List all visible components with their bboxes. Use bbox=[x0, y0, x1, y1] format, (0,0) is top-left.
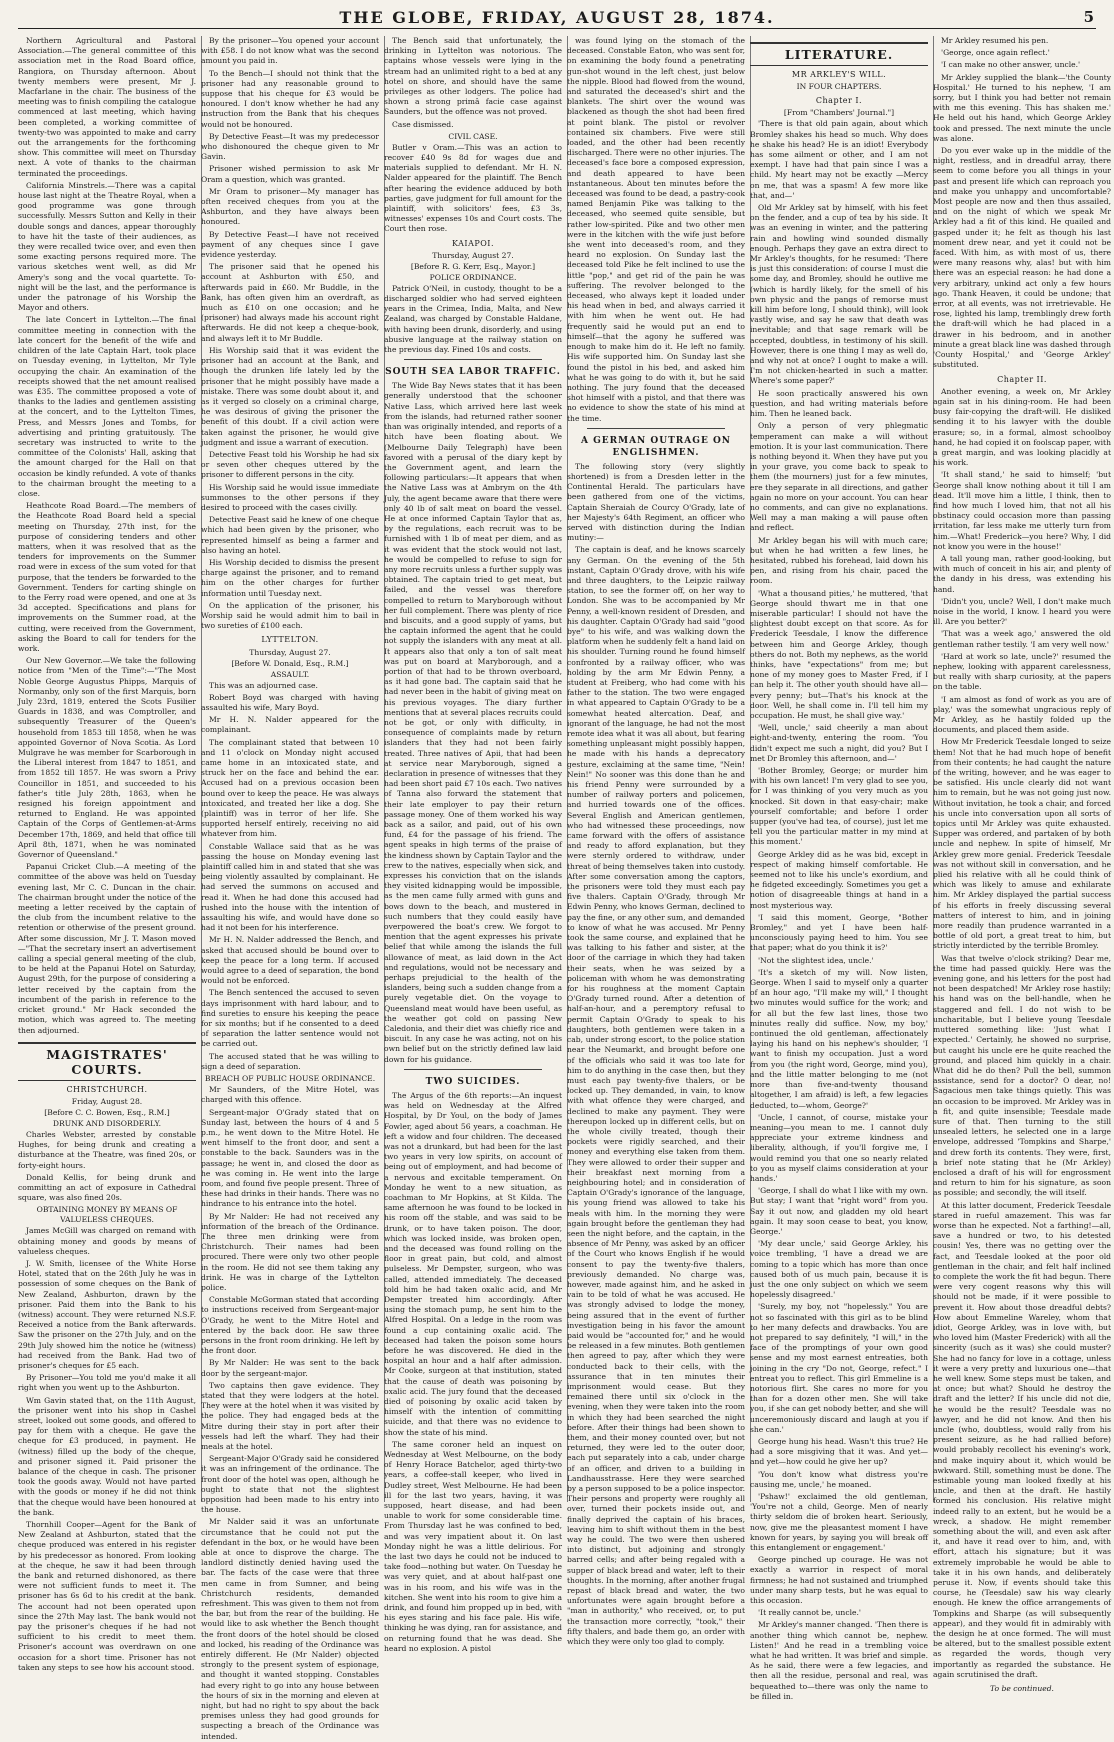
section-heading-german-outrage: A GERMAN OUTRAGE ON ENGLISHMEN. bbox=[580, 435, 732, 458]
article-paragraph: The captain is deaf, and he knows scarcely any German. On the evening of the 5th instant, Captain O'Grady drove, with his wife and three daughters, to the Leipzic railway station, to see the former off, on her way to London. She was to be accompanied by Mr Penny, a well-known resident of Dresden, and his daughter. Captain O'Grady had said "good bye" to his wife, and was walking down the platform when he suddenly felt a hand laid on his shoulder. Turning round he found himself confronted by a railway officer, who was holding by the arm Mr Edwin Penny, a student at Freiberg, who had come with his father to the station. The two were engaged in what appeared to Captain O'Grady to be a somewhat heated altercation. Deaf, and ignorant of the language, he had not the most remote idea what it was all about, but fearing something unpleasant might possibly happen, he made with his hands a deprecatory gesture, exclaiming at the same time, "Nein! Nein!" No sooner was this done than he and his friend Penny were surrounded by a number of railway porters and policemen, and hurried towards one of the offices. Several English and American gentlemen, who had witnessed these proceedings, now came forward with the offers of assistance and ready to afford explanation, but they were sternly ordered to withdraw, under threat of being themselves taken into custody. After some conversation among the captors, the prisoners were told they must each pay five thalers. Captain O'Grady, through Mr Edwin Penny, who knows German, declined to pay the fine, or any other sum, and demanded to know of what he was accused. Mr Penny took the same course, and explained that he was talking to his father and sister, at the door of the carriage in which they had taken their seats, when he was seized by a policeman with whom he was demonstrating for his roughness at the moment Captain O'Grady turned round. After a detention of half-an-hour, and a peremptory refusal to permit Captain O'Grady to speak to his daughters, both gentlemen were taken in a cab, under strong escort, to the police station near the Neumarkt, and brought before one of the officials who said it was too late for him to do anything in the case then, but they must each pay twenty-five thalers, or be locked up. They demanded, in vain, to know with what offence they were charged, and declined to make any payment. They were thereupon locked up in different cells, but on the whole civilly treated, though their pockets were rigidly searched, and their money and everything else taken from them. They were allowed to order their supper and their breakfast next morning from a neighbouring hotel; and in consideration of Captain O'Grady's ignorance of the language, his young friend was allowed to take his meals with him. In the morning they were again brought before the gentleman they had seen the night before, and the captain, in the absence of Mr Penny, was asked by an officer of the Court who knows English if he would consent to pay the twenty-five thalers, previously demanded. No charge was, however, made against him, and he asked in vain to be told of what he was accused. He was strongly advised to lodge the money, being assured that in the event of further investigation being in his favor the amount paid would be "accounted for," and he would be released in a few minutes. Both gentlemen then agreed to pay, after which they were conducted back to their cells, with the assurance that in ten minutes their imprisonment would cease. But they remained there until six o'clock in the evening, when they were taken into the room in which they had been searched the night before. After their things had been shown to them, and their money counted over, but not returned, they were led to the outer door, each put separately into a cab, under charge of an officer, and driven to a building in Landhausstrasse. Here they were searched by a person supposed to be a police inspector. Their persons and property were roughly all over, turned their pockets inside out, and finally deprived the captain of his braces, leaving him to shift without them in the best way he could. The two were then ushered into distinct, but adjoining and strongly barred cells; and after being regaled with a supper of black bread and water, left to their thoughts. In the morning, after another frugal repast of black bread and water, the two unfortunates were again brought before a "man in authority," who received, or, to put the transaction more correctly, "took," their fifty thalers, and bade them go, an order with which they were only too glad to comply. bbox=[567, 545, 745, 1647]
story-paragraph: 'What a thousand pities,' he muttered, 'that George should thwart me in that one miserable particular! I should not have the slightest doubt except on that score. As for Frederick Teesdale, I know the difference between him and George Arkley, though others do not. Both my nephews, as the world thinks, have "expectations" from me; but none of my money goes to Master Fred, if I can help it. The other youth should have all—every penny; but—That's his knock at the door. Well, he shall come in. I'll tell him my occupation. He must, he shall give way.' bbox=[750, 588, 928, 720]
article-paragraph: By Detective Feast—It was my predecessor who dishonoured the cheque given to Mr Gavin. bbox=[201, 131, 379, 162]
story-paragraph: At this latter document, Frederick Teesdale stared in rueful amazement. This was far worse than he expected. Not a farthing!—all, save a hundred or two, to his detested cousin! Yes, there was no getting over the fact, and Teesdale looked at the poor old gentleman in the chair, and felt half inclined to complete the work the fit had begun. There were very cogent reasons why this will should not be made, if it were possible to prevent it. How about those dreadful debts? How about Emmeline Wareley, whom that idiot, George Arkley, was in love with, but who loved him (Master Frederick) with all the sincerity (such as it was) she could muster? She had no fancy for love in a cottage, unless it were a very pretty and luxurious one—that he well knew. Some steps must be taken, and at once; but what? Should he destroy the draft and the letter? If his uncle did not die, he would be the result? Teesdale was no lawyer, and he did not know. And then his uncle (who, doubtless, would rally from his present seizure, as he had rallied before) would probably recollect his evening's work, and make inquiry about it, which would be awkward. Still, something must be done. The estimable young man looked fixedly at his uncle, and then at the draft. He hastily formed his conclusion. His relative might indeed rally to an extent, but he would be a wreck, a shadow. He might remember something about the will, and even ask after it, and have it read over to him, and, with effort, attach his signature; but it was extremely improbable he would be able to take it in his own hands, and deliberately peruse it. Now, if events should take this course, he (Teesdale) saw his way clearly enough. He knew the office arrangements of Tompkins and Sharpe (as will subsequently appear), and they would fit in admirably with the design he at once formed. The will must be altered, but to the smallest possible extent as regarded the words, though very importantly as regarded the substance. He again scrutinised the draft. bbox=[933, 1200, 1111, 1679]
story-paragraph: 'Bother Bromley, George; or murder him with his own lancet! I'm very glad to see you, for I was thinking of you very much as you knocked. Sit down in that easy-chair; make yourself comfortable; and before I order supper (you've had tea, of course), just let me tell you the particular matter in my mind at this moment.' bbox=[750, 766, 928, 847]
article-paragraph: Mr Saunders, of the Mitre Hotel, was charged with this offence. bbox=[201, 1085, 379, 1105]
story-paragraph: How Mr Frederick Teesdale longed to seize them! Not that he had much hope of benefit from their contents; he had caught the nature of the writing, however, and he was eager to be satisfied. His uncle clearly did not want him to remain, but he was not going just now. Without invitation, he took a chair, and forced his uncle into conversation upon all sorts of topics until Mr Arkley was quite exhausted. Supper was ordered, and partaken of by both uncle and nephew. In spite of himself, Mr Arkley grew more genial. Frederick Teesdale was not without skill in conversation, and he plied his relative with all he could think of which was likely to amuse and exhilarate him. Mr Arkley displayed the partial success of his efforts in freely discussing several matters of interest to him, and in joining more readily than prudence warranted in a bottle of old port, a great treat to him, but strictly interdicted by the terrible Bromley. bbox=[933, 737, 1111, 951]
story-paragraph: A tall young man, rather good-looking, but with much of conceit in his air, and plenty of the dandy in his dress, was extending his hand. bbox=[933, 553, 1111, 594]
article-paragraph: Patrick O'Neil, in custody, thought to be a discharged soldier who had served eighteen years in the Crimea, India, Malta, and New Zealand, was charged by Constable Haldane, with having been drunk, disorderly, and using abusive language at the railway station on the previous day. Fined 10s and costs. bbox=[384, 283, 562, 355]
story-paragraph: George Arkley did as he was bid, except in respect of making himself comfortable. He seemed not to like his uncle's exordium, and he fidgeted exceedingly. Sometimes you get a notion of disagreeable things at hand in a most mysterious way. bbox=[750, 849, 928, 910]
story-paragraph: Mr Arkley resumed his pen. bbox=[941, 36, 1049, 45]
story-paragraph: 'It shall stand,' he said to himself; 'but George shall know nothing about it till I am dead. It'll move him a little, I think, then to find how much I loved him, that not all his obstinacy could occasion more than passing irritation, far less make me utterly turn from him.—What! Frederick—you here? Why, I did not know you were in the house!' bbox=[933, 470, 1111, 551]
to-be-continued: To be continued. bbox=[990, 1684, 1054, 1694]
case-subheading: POLICE ORDINANCE. bbox=[429, 272, 517, 282]
article-paragraph: The Argus of the 6th reports:—An inquest was held on Wednesday at the Alfred Hospital, by Dr Youl, on the body of James Fowler, aged about 56 years, a coachman. He left a widow and four children. The deceased was not a drunkard, but had been for the last two years in very low spirits, on account of being out of employment, and had become of a nervous and excitable temperament. On Monday he went to a new situation, as coachman to Mr Hopkins, at St Kilda. The same afternoon he was found to be locked in his room off the stable, and was said to be drunk, or to have taken poison. The door, which was locked inside, was broken open, and the deceased was found rolling on the floor in great pain, but cold, and almost pulseless. Mr Dempster, surgeon, who was called, attended immediately. The deceased told him he had taken oxalic acid, and Mr Dempster treated him accordingly. After using the stomach pump, he sent him to the Alfred Hospital. On a ledge in the room was found a cup containing oxalic acid. The deceased had taken the poison some hours before he was discovered. He died in the hospital an hour and a half after admission. Mr Cooke, surgeon at that institution, stated that the cause of death was poisoning by oxalic acid. The jury found that the deceased died of poisoning by oxalic acid taken by himself with the intention of committing suicide, and that there was no evidence to show the state of his mind. bbox=[384, 1090, 562, 1437]
court-presiding: [Before R. G. Kerr, Esq., Mayor.] bbox=[410, 261, 536, 271]
court-location: KAIAPOI. bbox=[451, 238, 494, 248]
story-paragraph: 'George, I shall do what I like with my own. But stay; I want that "right word" from you. Say it out now, and gladden my old heart again. It may soon cease to beat, you know, George.' bbox=[750, 1186, 928, 1236]
column-6 bbox=[933, 36, 1111, 1694]
case-subheading: DRUNK AND DISORDERLY. bbox=[52, 1118, 162, 1128]
section-heading-magistrates-courts: MAGISTRATES' COURTS. bbox=[18, 1042, 196, 1081]
article-paragraph: Sergeant-Major O'Grady said he considered it was an infringement of the ordinance. The front door of the hotel was open, although he ought to state that not the slightest opposition had been made to his entry into the house. bbox=[201, 1454, 379, 1515]
story-paragraph: George pinched up courage. He was not exactly a warrior in respect of moral firmness; he had not sustained and triumphed under many sharp tests, but he was equal to this occasion. bbox=[750, 1555, 928, 1606]
section-heading-south-sea-labor: SOUTH SEA LABOR TRAFFIC. bbox=[385, 367, 561, 378]
article-paragraph: Charles Webster, arrested by constable Hughes, for being drunk and creating a disturbance at the Theatre, was fined 20s, or forty-eight hours. bbox=[18, 1129, 196, 1170]
article-paragraph: Robert Boyd was charged with having assaulted his wife, Mary Boyd. bbox=[201, 692, 379, 712]
article-paragraph: Mr H. N. Nalder appeared for the complainant. bbox=[201, 715, 379, 735]
article-paragraph: Mr Oram to prisoner—My manager has often received cheques from you at the Ashburton, and they have always been honoured. bbox=[201, 186, 379, 227]
article-paragraph: By Detective Feast—I have not received payment of any cheques since I gave evidence yesterday. bbox=[201, 229, 379, 260]
article-paragraph: Detective Feast said he knew of one cheque which had been given by the prisoner, who represented himself as being a farmer and also having an hotel. bbox=[201, 515, 379, 555]
story-title: MR ARKLEY'S WILL. bbox=[791, 70, 887, 79]
court-location: LYTTELTON. bbox=[261, 635, 319, 645]
story-paragraph: 'There is that old pain again, about which Bromley shakes his head so much. Why does he shake his head? He is an idiot! Everybody has some ailment or other, and I am not exempt. I have had that pain since I was a child. My heart may not be exactly —Mercy on me, that was a spasm! A few more like that, and—' bbox=[750, 119, 928, 200]
article-paragraph: J. W. Smith, licensee of the White Horse Hotel, stated that on the 26th July he was in possession of some cheques on the Bank of New Zealand, Ashburton, drawn by the prisoner. Paid them into the Bank to his (witness) account. They were returned N.S.F. Received a notice from the Bank afterwards. Saw the prisoner on the 27th July, and on the 29th July showed him the notice he (witness) had received from the Bank. Had two of prisoner's cheques for £5 each. bbox=[18, 1258, 196, 1370]
article-paragraph: The prisoner said that he opened his account at Ashburton with £50, and afterwards paid in £60. Mr Buddle, in the Bank, has often given him an overdraft, as much as £10 on one occasion; and he (prisoner) had always made his account right afterwards. He did not keep a cheque-book, and always left it to Mr Buddle. bbox=[201, 262, 379, 343]
story-paragraph: 'Hard at work so late, uncle?' resumed the nephew, looking with apparent carelessness, but really with sharp curiosity, at the papers on the table. bbox=[933, 651, 1111, 692]
case-subheading: CIVIL CASE. bbox=[448, 131, 498, 141]
article-paragraph: The late Concert in Lyttelton.—The final committee meeting in connection with the late concert for the benefit of the wife and children of the late Captain Hart, took place on Tuesday evening, in Lyttelton, Mr Tyle occupying the chair. An examination of the receipts showed that the net amount realised was £35. The committee proposed a vote of thanks to the ladies and gentlemen assisting at the concert, and to the Lyttelton Times, Press, and Messrs Jones and Tombs, for advertising and printing gratuitously. The secretary was instructed to write to the committee of the Colonists' Hall, asking that the amount charged for the Hall on that occasion be kindly refunded. A vote of thanks to the chairman brought the meeting to a close. bbox=[18, 315, 196, 498]
article-paragraph: His Worship said that it was evident the prisoner had an account at the Bank, and though the drunken life lately led by the prisoner that he might possibly have made a mistake. There was some doubt about it, and as it verged so closely on a criminal charge, he was desirous of giving the prisoner the benefit of this doubt. If a civil action were taken against the prisoner, he would give judgment and issue a warrant of execution. bbox=[201, 345, 379, 447]
article-paragraph: The Bench said that unfortunately, the drinking in Lyttelton was notorious. The captains whose vessels were lying in the stream had an unlimited right to a bed at any hotel on shore, and should have the same privileges as other lodgers. The police had shown a strong primâ facie case against Saunders, but the offence was not proved. bbox=[384, 36, 562, 117]
article-paragraph: California Minstrels.—There was a capital house last night at the Theatre Royal, when a good programme was gone through successfully. Messrs Sutton and Kelly in their double songs and dances, appear thoroughly to have hit the taste of their audiences, as they were recalled twice over, and even then some exacting persons required more. The various sketches went well, as did Mr Amery's song and the vocal quartette. To-night will be the last, and the performance is under the patronage of his Worship the Mayor and others. bbox=[18, 180, 196, 313]
story-paragraph: 'Not the slightest idea, uncle.' bbox=[758, 955, 874, 965]
story-paragraph: 'I am almost as fond of work as you are of play,' was the somewhat ungracious reply of Mr Arkley, as he hastily folded up the documents, and placed them aside. bbox=[933, 694, 1111, 735]
chapter-heading: Chapter I. bbox=[815, 96, 863, 106]
article-paragraph: This was an adjourned case. bbox=[209, 680, 318, 690]
story-paragraph: Old Mr Arkley sat by himself, with his feet on the fender, and a cup of tea by his side. It was an evening in winter, and the pattering rain and howling wind sounded dismally enough. Perhaps they gave an extra direct to Mr Arkley's thoughts, for he resumed: 'There is just this consideration: of course I must die some day, and Bromley, should he outlive me (which is hardly likely, for the smell of his own physic and the pangs of remorse must kill him before long, I should think), will look vastly wise, and say he saw that death was inevitable; and that sage remark will be accepted, doubtless, in testimony of his skill. However, there is one thing I may as well do, and why not at once? I ought to make a will. I'm not chicken-hearted in such a matter. Where's some paper?' bbox=[750, 203, 928, 386]
story-source: [From "Chambers' Journal."] bbox=[783, 108, 895, 118]
court-presiding: [Before W. Donald, Esq., R.M.] bbox=[231, 658, 349, 668]
article-paragraph: The complainant stated that between 10 and 11 o'clock on Monday night accused came home in an intoxicated state, and struck her on the face and behind the ear. Accused had on a previous occasion been bound over to keep the peace. He was always intoxicated, and treated her like a dog. She (plaintiff) was in terror of her life. She supported herself entirely, receiving no aid whatever from him. bbox=[201, 737, 379, 839]
masthead bbox=[18, 6, 1096, 29]
divider bbox=[404, 1069, 542, 1070]
article-paragraph: Detective Feast told his Worship he had six or seven other cheques uttered by the prisoner to different persons in the city. bbox=[201, 449, 379, 480]
case-subheading: BREACH OF PUBLIC HOUSE ORDINANCE. bbox=[204, 1074, 376, 1084]
article-paragraph: Mr Nalder said it was an unfortunate circumstance that he could not put the defendant in the box, or he would have been able at once to disprove the charge. The landlord distinctly denied having used the bar. The facts of the case were that three men came in from Sumner, and being Christchurch residents, demanded refreshment. This was given to them not from the bar, but from the rear of the building. He would like to ask whether the Bench thought the front doors of the hotel should be closed and locked, his reading of the Ordinance was entirely different. He (Mr Nalder) objected strongly to the present system of espionage, and thought it wanted stopping. Constables had every right to go into any house between the hours of six in the morning and eleven at night, but had no right to spy about the back premises unless they had good grounds for suspecting a breach of the Ordinance was intended. bbox=[201, 1517, 379, 1741]
chapter-heading: Chapter II. bbox=[997, 374, 1047, 384]
story-paragraph: Was that twelve o'clock striking? Dear me, the time had passed quickly. Here was the evening gone, and his letters for the post had not been despatched! Mr Arkley rose hastily; his hand was on the bell-handle, when he staggered and fell. I do not wish to be uncharitable, but I believe young Teesdale muttered something like: 'Just what I expected.' Certainly, he showed no surprise, but caught his uncle ere he quite reached the ground, and placed him quickly in a chair. What did he do then? Pull the bell, summon assistance, send for a doctor? O dear, no! Sagacious men take things quietly. This was an occasion to be improved. Mr Arkley was in a fit, and quite insensible; Teesdale made sure of that. Then turning to the still unsealed letters, he selected one in a large envelope, addressed 'Tompkins and Sharpe,' and drew forth its contents. They were, first, a brief note stating that he (Mr Arkley) enclosed a draft of his will for engrossment and return to him for his signature, as soon as possible; and secondly, the will itself. bbox=[933, 953, 1111, 1198]
article-paragraph: The Wide Bay News states that it has been generally understood that the schooner Native Lass, which arrived here last week from the islands, had returned rather sooner than was originally intended, and reports of a hitch have been floating about. We (Melbourne Daily Telegraph) have been favored with a perusal of the diary kept by the Government agent, and learn the following particulars:—It appears that when the Native Lass was at Ambrym on the 4th July, the agent became aware that there were only 40 lb of salt meat on board the vessel. He at once informed Captain Taylor that as, by the regulations, each recruit was to be furnished with 1 lb of meat per diem, and as it was evident that the stock would not last, he would be compelled to refuse to sign for any more recruits unless a further supply was obtained. The captain tried to get meat, but failed, and the vessel was therefore compelled to return to Maryborough without her full complement. There was plenty of rice and biscuits, and a good supply of yams, but the captain informed the agent that he could not supply the islanders with any meat at all. It appears also that only a ton of salt meat was put on board at Maryborough, and a portion of that had to be thrown overboard, as it had gone bad. The captain said that he had never been in the habit of giving meat on his previous voyages. The diary further mentions that at several places recruits could not be got, or only with difficulty, in consequence of complaints made by return islanders that they had not been fairly treated. Three natives of Apii, that had been at service near Maryborough, signed a declaration in presence of witnesses that they had been short paid £7 10s each. Two natives of Tanna also forward the statement that their late employer to pay their return passage money. One of them worked his way back as a sailor, and paid, out of his own fund, £4 for the passage of his friend. The agent speaks in high terms of the praise of the kindness shown by Captain Taylor and the crew to the natives, especially when sick, and expresses his conviction that on the islands they visited kidnapping would be impossible, as the men came fully armed with guns and bows down to the beach, and mustered in such numbers that they could easily have overpowered the boat's crew. We forgot to mention that the agent expresses his private belief that while among the islands the full allowance of meat, as laid down in the Act and regulations, would not be necessary and perhaps prejudicial to the health of the islanders, being such a sudden change from a purely vegetable diet. On the voyage to Queensland meat would have been useful, as the weather got cold on passing New Caledonia, and their diet was chiefly rice and biscuit. In any case he was acting, not on his own belief but on the strictly defined law laid down for his guidance. bbox=[384, 381, 562, 1064]
story-paragraph: Another evening, a week on, Mr Arkley again sat in his dining-room. He had been busy fair-copying the draft-will. He disliked sending it to his lawyer with the double erasure; so, in a formal, almost schoolboy hand, he had copied it on foolscap paper, with a great margin, and was looking placidly at his work. bbox=[933, 386, 1111, 468]
story-paragraph: Mr Arkley's manner changed. 'Then there is another thing which cannot be, nephew. Listen!' And he read in a trembling voice what he had written. It was brief and simple. As he said, there were a few legacies, and then all the residue, personal and real, was bequeathed to—there was only the name to be filled in. bbox=[750, 1620, 928, 1701]
story-paragraph: 'I can make no other answer, uncle.' bbox=[941, 60, 1081, 70]
article-paragraph: On the application of the prisoner, his Worship said he would admit him to bail in two sureties of £100 each. bbox=[201, 600, 379, 631]
story-paragraph: Do you ever wake up in the middle of the night, restless, and in dreadful array, there seem to come before you all things in your past and present life which can reproach you and make you unhappy and uncomfortable? Most people are now and then thus assailed, and on the night of which we speak Mr Arkley had a fit of this kind. He quailed and gasped under it; he felt as though his last moment drew near, and yet it could not be faced. With him, as with most of us, there were many reasons why, alas! but with him there was an especial reason: he had done a very arbitrary, unkind act only a few hours ago. Thank Heaven, it could be undone; that error, at all events, was not irretrievable. He rose, lighted his lamp, tremblingly drew forth the draft-will which he had placed in a drawer in his bedroom, and in another minute a great black line was dashed through 'County Hospital,' and 'George Arkley' substituted. bbox=[933, 146, 1111, 370]
story-paragraph: 'Didn't you, uncle? Well, I don't make much noise in the world, I know. I heard you were ill. Are you better?' bbox=[933, 596, 1111, 627]
story-paragraph: 'George, once again reflect.' bbox=[941, 48, 1050, 58]
article-paragraph: Papanui Cricket Club.—A meeting of the committee of the above was held on Tuesday evening last, Mr C. C. Duncan in the chair. The chairman brought under the notice of the meeting a letter received by the captain of the club from the incumbent relative to the retention or otherwise of the present ground. After some discussion, Mr J. T. Mason moved—"That the secretary insert an advertisement calling a special general meeting of the club, to be held at the Papanui Hotel on Saturday, August 29th, for the purpose of considering a letter received by the captain from the incumbent of the parish in reference to the cricket ground." Mr Hack seconded the motion, which was agreed to. The meeting then adjourned. bbox=[18, 862, 196, 1035]
story-paragraph: 'I said this moment, George, "Bother Bromley," and yet I have been half-unconsciously paying heed to him. You see that paper; what do you think it is?' bbox=[750, 912, 928, 953]
court-presiding: [Before C. C. Bowen, Esq., R.M.] bbox=[44, 1107, 170, 1117]
column-5 bbox=[750, 36, 928, 1701]
article-paragraph: Two captains then gave evidence. They stated that they were lodgers at the hotel. They were at the hotel when it was visited by the police. They had engaged beds at the Mitre during their stay in port after their vessels had left the wharf. They had their meals at the hotel. bbox=[201, 1380, 379, 1451]
story-paragraph: 'My dear uncle,' said George Arkley, his voice trembling, 'I have a dread we are coming to a topic which has more than once caused both of us much pain, because it is just the one only subject on which we seem hopelessly disagreed.' bbox=[750, 1239, 928, 1300]
article-paragraph: The following story (very slightly shortened) is from a Dresden letter in the Continental Herald. The particulars have been gathered from one of the victims, Captain Sheraiah de Courcy O'Grady, late of her Majesty's 64th Regiment, an officer who served with distinction during the Indian mutiny:— bbox=[567, 461, 745, 543]
story-paragraph: He soon practically answered his own question, and had writing materials before him. Then he leaned back. bbox=[750, 388, 928, 419]
story-paragraph: Mr Arkley began his will with much care; but when he had written a few lines, he hesitated, rubbed his forehead, laid down his pen, and rising from his chair, paced the room. bbox=[750, 535, 928, 586]
court-location: CHRISTCHURCH. bbox=[66, 1084, 148, 1094]
story-paragraph: 'Surely, my boy, not "hopelessly." You are not so fascinated with this girl as to be blind to her many defects and drawbacks. You are not prepared to say definitely, "I will," in the face of the promptings of your own good sense and my most earnest entreaties, both joining in the cry "Do not, George, refect." I entreat you to reflect. This girl Emmeline is a notorious flirt. She cares no more for you than for a dozen other men. She will take you, if she can get nobody better, and she will unceremoniously discard and laugh at you if she can.' bbox=[750, 1302, 928, 1434]
article-paragraph: By Prisoner—You told me you'd make it all right when you went up to the Ashburton. bbox=[18, 1373, 196, 1393]
article-paragraph: Donald Kellis, for being drunk and committing an act of exposure in Cathedral square, was also fined 20s. bbox=[18, 1172, 196, 1203]
page-number: 5 bbox=[1083, 8, 1094, 26]
article-paragraph: Our New Governor.—We take the following notice from "Men of the Time":—"The Most Noble George Augustus Phipps, Marquis of Normanby, only son of the first Marquis, born July 23rd, 1819, entered the Scots Fusilier Guards in 1838, and was Comptroller, and subsequently Treasurer of the Queen's household from 1853 till 1858, when he was appointed Governor of Nova Scotia. As Lord Mulgrave he was member for Scarborough in the Liberal interest from 1847 to 1851, and from 1852 till 1857. He was sworn a Privy Councillor in 1851, and succeeded to his father's title July 28th, 1863, when he resigned his foreign appointment and returned to England. He was appointed Captain of the Corps of Gentlemen-at-Arms December 17th, 1869, and held that office till April 8th, 1871, when he was nominated Governor of Queensland." bbox=[18, 656, 196, 860]
story-paragraph: George hung his head. Wasn't this true? He had a sore misgiving that it was. And yet—and yet—how could he give her up? bbox=[750, 1437, 928, 1467]
article-paragraph: By Mr Nalder: He had not received any information of the breach of the Ordinance. The three men drinking were from Christchurch. Their names had been procured. There were only two other people in the room. He did not see them taking any drink. He was in charge of the Lyttelton police. bbox=[201, 1211, 379, 1292]
story-paragraph: Mr Arkley supplied the blank—'the County Hospital.' He turned to his nephew, 'I am sorry, but I think you had better not remain with me this evening. This has shaken me.' He held out his hand, which George Arkley took and pressed. The next minute the uncle was alone. bbox=[933, 72, 1111, 143]
article-paragraph: The same coroner held an inquest on Wednesday at West Melbourne, on the body of Henry Horace Batchelor, aged thirty-two years, a coffee-stall keeper, who lived in Dudley street, West Melbourne. He had been ill for the last two years, having, it was supposed, heart disease, and had been unable to work for some considerable time. From Thursday last he was confined to bed, and was very impatient about it. On last Monday night he was a little delirious. For the last two days he could not be induced to take food—nothing but water. On Tuesday he was very quiet, and at about half-past one was in his room, and his wife was in the kitchen. She went into his room to give him a drink, and found him propped up in bed, with his eyes staring and his face pale. His wife, thinking he was dying, ran for assistance, and on returning found that he was dead. She heard no explosion. A pistol bbox=[384, 1439, 562, 1653]
story-paragraph: 'That was a week ago,' answered the old gentleman rather testily. 'I am very well now.' bbox=[933, 629, 1111, 649]
article-paragraph: Sergeant-major O'Grady stated that on Sunday last, between the hours of 4 and 5 p.m., he went down to the Mitre Hotel. He went himself to the front door, and sent a constable to the back. Saunders was in the passage; he went in, and closed the door as he was coming in. He went into the large room, and found five people present. Three of these had drinks in their hands. There was no hindrance to his entrance into the hotel. bbox=[201, 1107, 379, 1209]
article-paragraph: By the prisoner—You opened your account with £58. I do not know what was the second amount you paid in. bbox=[201, 36, 379, 66]
article-paragraph: His Worship decided to dismiss the present charge against the prisoner, and to remand him on the other charges for further information until Tuesday next. bbox=[201, 557, 379, 598]
article-paragraph: was found lying on the stomach of the deceased. Constable Eaton, who was sent for, on examining the body found a penetrating gun-shot wound in the left chest, just below the nipple. Blood had flowed from the wound, and saturated the deceased's shirt and the blankets. The shirt over the wound was blackened as though the shot had been fired at point blank. The pistol or revolver contained six chambers. Five were still loaded, and the other had been recently discharged. There were no other injuries. The deceased's face bore a composed expression, and death appeared to have been instantaneous. About ten minutes before the deceased was found to be dead, a pastry-cook named Benjamin Pike was talking to the deceased, who seemed quite sensible, but rather low-spirited. Pike and two other men were in the kitchen with the wife just before she went into deceased's room, and they heard no explosion. On Sunday last the deceased told Pike he felt inclined to use the little "pop," and get rid of the pain he was suffering. The revolver belonged to the deceased, who always kept it loaded under his head when in bed, and always carried it with him when he went out. He had frequently said he would put an end to himself—that the agony he suffered was enough to make him do it. He left no family. His wife supported him. On Sunday last she found the pistol in his bed, and asked him what he was going to do with it, but he said nothing. The jury found that the deceased shot himself with a pistol, and that there was no evidence to show the state of his mind at the time. bbox=[567, 36, 745, 423]
article-paragraph: Mr H. N. Nalder addressed the Bench, and asked that accused should be bound over to keep the peace for a long term. If accused would agree to a deed of separation, the bond would not be enforced. bbox=[201, 935, 379, 986]
story-subtitle: IN FOUR CHAPTERS. bbox=[796, 82, 882, 92]
article-paragraph: The Bench sentenced the accused to seven days imprisonment with hard labour, and to find sureties to ensure his keeping the peace for six months; but if he consented to a deed of separation the latter sentence would not be carried out. bbox=[201, 988, 379, 1049]
article-paragraph: Constable McGorman stated that according to instructions received from Sergeant-major O'Grady, he went to the Mitre Hotel and entered by the back door. He saw three persons in the front room drinking. He left by the front door. bbox=[201, 1295, 379, 1356]
article-paragraph: Northern Agricultural and Pastoral Association.—The general committee of this association met in the Road Board office, Rangiora, on Thursday afternoon. About twenty members were present, Mr J. Macfarlane in the chair. The business of the meeting was to finish compiling the catalogue commenced at last meeting, which having been completed, a working committee of twenty-two was appointed to make and carry out the arrangements for the forthcoming show. This committee will meet on Thursday next. A vote of thanks to the chairman terminated the proceedings. bbox=[18, 36, 196, 178]
story-paragraph: 'It really cannot be, uncle.' bbox=[758, 1608, 862, 1618]
case-subheading: ASSAULT. bbox=[270, 669, 310, 679]
article-paragraph: Thornhill Cooper—Agent for the Bank of New Zealand at Ashburton, stated that the cheque produced was entered in his register by his predecessor as honored. From looking at the cheque, he saw it had been through the bank and returned dishonored, as there were not sufficient funds to meet it. The prisoner has 6s 6d to his credit at the bank. The account had not been operated upon since the 27th May last. The bank would not pay the prisoner's cheques if he had not sufficient to his credit to meet them. Prisoner's account was overdrawn on one occasion for a short time. Prisoner has not taken any steps to see how his account stood. bbox=[18, 1520, 196, 1672]
court-date: Friday, August 28. bbox=[71, 1096, 143, 1106]
section-heading-two-suicides: TWO SUICIDES. bbox=[425, 1076, 521, 1087]
masthead-title: THE GLOBE, FRIDAY, AUGUST 28, 1874. bbox=[339, 8, 775, 27]
story-paragraph: 'Uncle, I cannot, of course, mistake your meaning—you mean to me. I cannot duly appreciate your extreme kindness and liberality, although, if you'll forgive me, I would remind you that one so nearly related to you as myself claims consideration at your hands.' bbox=[750, 1112, 928, 1183]
article-paragraph: Prisoner wished permission to ask Mr Oram a question, which was granted. bbox=[201, 164, 379, 184]
column-3 bbox=[384, 36, 562, 1653]
article-paragraph: Wm Gavin stated that, on the 11th August, the prisoner went into his shop in Cashel street, looked out some goods, and offered to pay for them with a cheque. He gave the cheque for £3 produced, in payment. He (witness) filled up the body of the cheque, and prisoner signed it. Paid prisoner the balance of the cheque in cash. The prisoner took the goods away. Would not have parted with the goods or money if he did not think that the cheque would have been honoured at the bank. bbox=[18, 1395, 196, 1517]
section-heading-literature: LITERATURE. bbox=[750, 42, 928, 66]
story-paragraph: 'It's a sketch of my will. Now listen, George. When I said to myself only a quarter of an hour ago, "I'll make my will," I thought two minutes would suffice for the work; and for all but the few last lines, those two minutes really did suffice. Now, my boy,' continued the old gentleman, affectionately laying his hand on his nephew's shoulder, 'I want to finish my occupation. Just a word from you (the right word, George, mind you), and the little matter belonging to me (not more than five-and-twenty thousand altogether, I am afraid) is left, a few legacies deducted, to—whom, George?' bbox=[750, 967, 928, 1110]
article-paragraph: Butler v Oram.—This was an action to recover £40 9s 8d for wages due and materials supplied to defendant. Mr H. N. Nalder appeared for the plaintiff. The Bench after hearing the evidence adduced by both parties, gave judgment for full amount for the plaintiff, with solicitors' fees, £3 3s, witnesses' expenses 10s and Court costs. The Court then rose. bbox=[384, 142, 562, 234]
story-paragraph: Only a person of very phlegmatic temperament can make a will without emotion. It is your last communication. There is nothing beyond it. When they have put you in your grave, you come back to speak to them (the mourners) just for a few minutes, ere they separate in all directions, and gather again no more on your account. You can hear no comments, and can give no explanations. Well may a man making a will pause often and reflect. bbox=[750, 421, 928, 533]
article-paragraph: By Mr Nalder: He was sent to the back door by the sergeant-major. bbox=[201, 1358, 379, 1378]
article-paragraph: James McGill was charged on remand with obtaining money and goods by means of valueless cheques. bbox=[18, 1226, 196, 1256]
divider bbox=[404, 359, 542, 360]
article-paragraph: Constable Wallace said that as he was passing the house on Monday evening last plaintiff called him in and stated that she was being violently assaulted by complainant. He had served the summons on accused and read it. When he had done this accused had rushed into the house with the intention of assaulting his wife, and would have done so had it not been for his interference. bbox=[201, 841, 379, 933]
story-paragraph: 'You don't know what distress you're causing me, uncle,' he moaned. bbox=[750, 1469, 928, 1489]
article-paragraph: The accused stated that he was willing to sign a deed of separation. bbox=[201, 1051, 379, 1071]
article-paragraph: Case dismissed. bbox=[392, 119, 454, 129]
article-paragraph: His Worship said he would issue immediate summonses to the other persons if they desired to proceed with the cases civilly. bbox=[201, 482, 379, 512]
story-paragraph: 'Pshaw!' exclaimed the old gentleman, 'You're not a child, George. Men of nearly thirty seldom die of broken heart. Seriously, now, give me the pleasantest moment I have known for years, by saying you will break off this entanglement or engagement.' bbox=[750, 1492, 928, 1553]
article-paragraph: Heathcote Road Board.—The members of the Heathcote Road Board held a special meeting on Thursday, 27th inst, for the purpose of considering tenders and other matters, when it was resolved that as the tenders for improvements on the Summer road were in excess of the sum voted for that purpose, that the tenders be forwarded to the Government. Tenders for carting shingle on to the Ferry road were opened, and one at 3s 3d accepted. Specifications and plans for improvements on the Summer road, at the cutting, were received from the Government, asking the Board to call for tenders for the work. bbox=[18, 501, 196, 653]
case-subheading: OBTAINING MONEY BY MEANS OF VALUELESS CHEQUES. bbox=[36, 1205, 178, 1225]
column-2 bbox=[201, 36, 379, 1741]
court-date: Thursday, August 27. bbox=[432, 250, 514, 260]
court-date: Thursday, August 27. bbox=[249, 647, 331, 657]
divider bbox=[587, 428, 725, 429]
column-1 bbox=[18, 36, 196, 1672]
article-paragraph: To the Bench—I should not think that the prisoner had any reasonable ground to suppose that his cheque for £3 would be honoured. I don't know whether he had any instruction from the Bank that his cheques would not be honoured. bbox=[201, 68, 379, 129]
column-4 bbox=[567, 36, 745, 1647]
story-paragraph: 'Well, uncle,' said cheerily a man about eight-and-twenty, entering the room. 'You didn't expect me such a night, did you? But I met Dr Bromley this afternoon, and—' bbox=[750, 723, 928, 763]
